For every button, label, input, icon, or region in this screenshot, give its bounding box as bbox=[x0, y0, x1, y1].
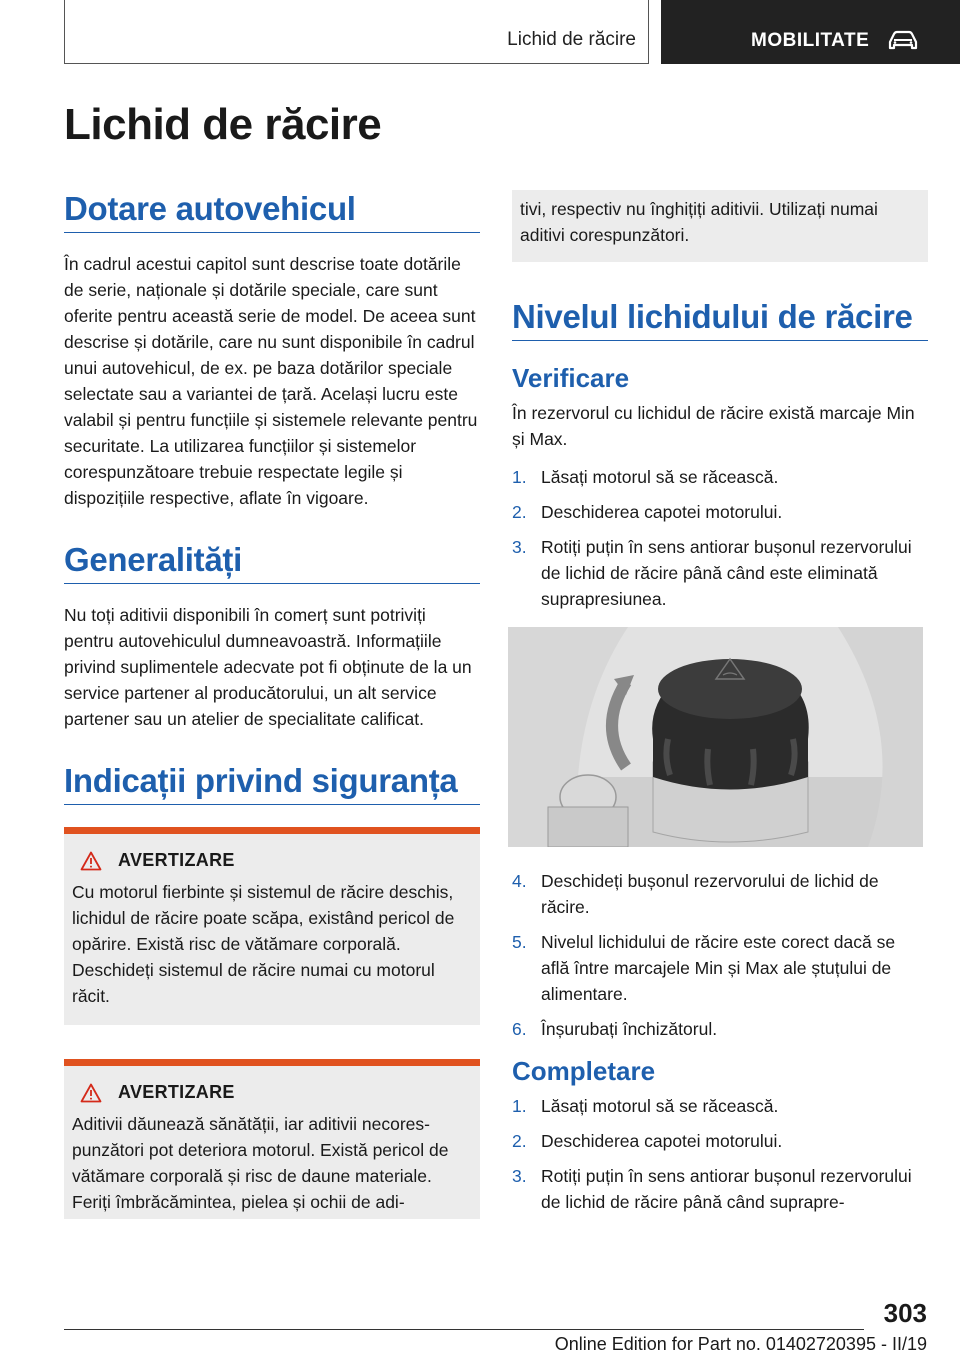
section-siguranta bbox=[64, 762, 480, 1219]
list-item bbox=[512, 464, 928, 490]
text-generalitati: Nu toți aditivii disponibili în comerț sunt potriviți pentru autovehiculul dumneavoastră. Informațiile privind suplimentele adecvate pot fi obținute de la un service partener al producătorului, un alt service partener sau un atelier de specialitate calificat. bbox=[64, 605, 472, 729]
steps-verificare-1 bbox=[512, 464, 928, 612]
step-text: Deschiderea capotei motorului. bbox=[541, 1131, 783, 1151]
step-number: 2. bbox=[512, 1131, 527, 1151]
list-item bbox=[512, 929, 928, 1007]
header-chapter-label: MOBILITATE bbox=[751, 30, 870, 51]
warning-header-2 bbox=[72, 1082, 472, 1103]
footer-divider bbox=[64, 1329, 864, 1330]
heading-siguranta: Indicații privind siguranța bbox=[64, 762, 480, 805]
step-text: Lăsați motorul să se răcească. bbox=[541, 467, 779, 487]
header-chapter-box bbox=[661, 0, 960, 64]
step-number: 1. bbox=[512, 1096, 527, 1116]
header-section-label: Lichid de răcire bbox=[507, 29, 636, 50]
section-dotare bbox=[64, 190, 480, 511]
step-number: 4. bbox=[512, 871, 527, 891]
warning-box-1 bbox=[64, 827, 480, 1025]
section-generalitati bbox=[64, 541, 480, 732]
step-text: Deschideți bușonul rezervorului de lichid de răcire. bbox=[541, 871, 879, 917]
warning-text-1: Cu motorul fierbinte și sistemul de răcire deschis, lichidul de răcire poate scăpa, existând pericol de opărire. Există risc de vătămare corporală. Deschideți sistemul de răcire numai cu motorul răcit. bbox=[72, 882, 455, 1006]
list-item bbox=[512, 534, 928, 612]
warning-text-2-continued: tivi, respectiv nu înghițiți aditivii. Utilizați numai aditivi corespunzători. bbox=[520, 199, 878, 245]
step-number: 3. bbox=[512, 1166, 527, 1186]
warning-title-2: AVERTIZARE bbox=[118, 1082, 235, 1102]
step-number: 3. bbox=[512, 537, 527, 557]
warning-triangle-icon bbox=[80, 851, 102, 871]
list-item bbox=[512, 1163, 928, 1215]
step-text: Rotiți puțin în sens antiorar bușonul rezervorului de lichid de răcire până când suprapre- bbox=[541, 1166, 912, 1212]
step-number: 1. bbox=[512, 467, 527, 487]
heading-generalitati: Generalități bbox=[64, 541, 480, 584]
text-verificare-intro: În rezervorul cu lichidul de răcire există marcaje Min și Max. bbox=[512, 403, 915, 449]
step-text: Deschiderea capotei motorului. bbox=[541, 502, 783, 522]
left-column bbox=[64, 190, 480, 1219]
page-title: Lichid de răcire bbox=[64, 100, 382, 149]
coolant-cap-photo bbox=[508, 627, 923, 847]
car-icon bbox=[886, 30, 920, 52]
heading-nivel: Nivelul lichidului de răcire bbox=[512, 298, 928, 341]
warning-box-2 bbox=[64, 1059, 480, 1219]
heading-verificare: Verificare bbox=[512, 363, 630, 393]
warning-title-1: AVERTIZARE bbox=[118, 850, 235, 870]
step-number: 5. bbox=[512, 932, 527, 952]
footer-edition: Online Edition for Part no. 01402720395 - II/19 bbox=[554, 1334, 927, 1354]
warning-box-2-continued bbox=[512, 190, 928, 262]
warning-triangle-icon bbox=[80, 1083, 102, 1103]
step-text: Înșurubați închizătorul. bbox=[541, 1019, 718, 1039]
warning-text-2: Aditivii dăunează sănătății, iar aditivii necorespunzători pot deteriora motorul. Există pericol de vătămare corporală și risc de daune materiale. Feriți îmbrăcămintea, pielea și ochii de adi- bbox=[72, 1114, 449, 1212]
step-number: 2. bbox=[512, 502, 527, 522]
list-item bbox=[512, 1093, 928, 1119]
heading-completare: Completare bbox=[512, 1056, 656, 1086]
step-number: 6. bbox=[512, 1019, 527, 1039]
text-dotare: În cadrul acestui capitol sunt descrise toate dotările de serie, naționale și dotările speciale, care sunt oferite pentru această serie de model. De aceea sunt descrise și dotările, care nu sunt disponibile în cadrul unui autovehicul, de ex. pe baza dotărilor speciale selectate sau a variantei de țară. Același lucru este valabil și pentru funcțiile și sistemele relevante pentru securitate. La utilizarea funcțiilor și sistemelor corespunzătoare trebuie respectate legile și dispozițiile respective, aflate în vigoare. bbox=[64, 254, 478, 508]
list-item bbox=[512, 1128, 928, 1154]
steps-verificare-2 bbox=[512, 868, 928, 1042]
list-item bbox=[512, 868, 928, 920]
warning-header-1 bbox=[72, 850, 472, 871]
steps-completare bbox=[512, 1093, 928, 1215]
right-column bbox=[512, 190, 928, 1224]
heading-dotare: Dotare autovehicul bbox=[64, 190, 480, 233]
list-item bbox=[512, 499, 928, 525]
header-section-box bbox=[64, 0, 649, 64]
step-text: Rotiți puțin în sens antiorar bușonul rezervorului de lichid de răcire până când este eliminată suprapresiunea. bbox=[541, 537, 912, 609]
step-text: Lăsați motorul să se răcească. bbox=[541, 1096, 779, 1116]
step-text: Nivelul lichidului de răcire este corect dacă se află între marcajele Min și Max ale ștuțului de alimentare. bbox=[541, 932, 896, 1004]
page-number: 303 bbox=[883, 1298, 927, 1328]
list-item bbox=[512, 1016, 928, 1042]
